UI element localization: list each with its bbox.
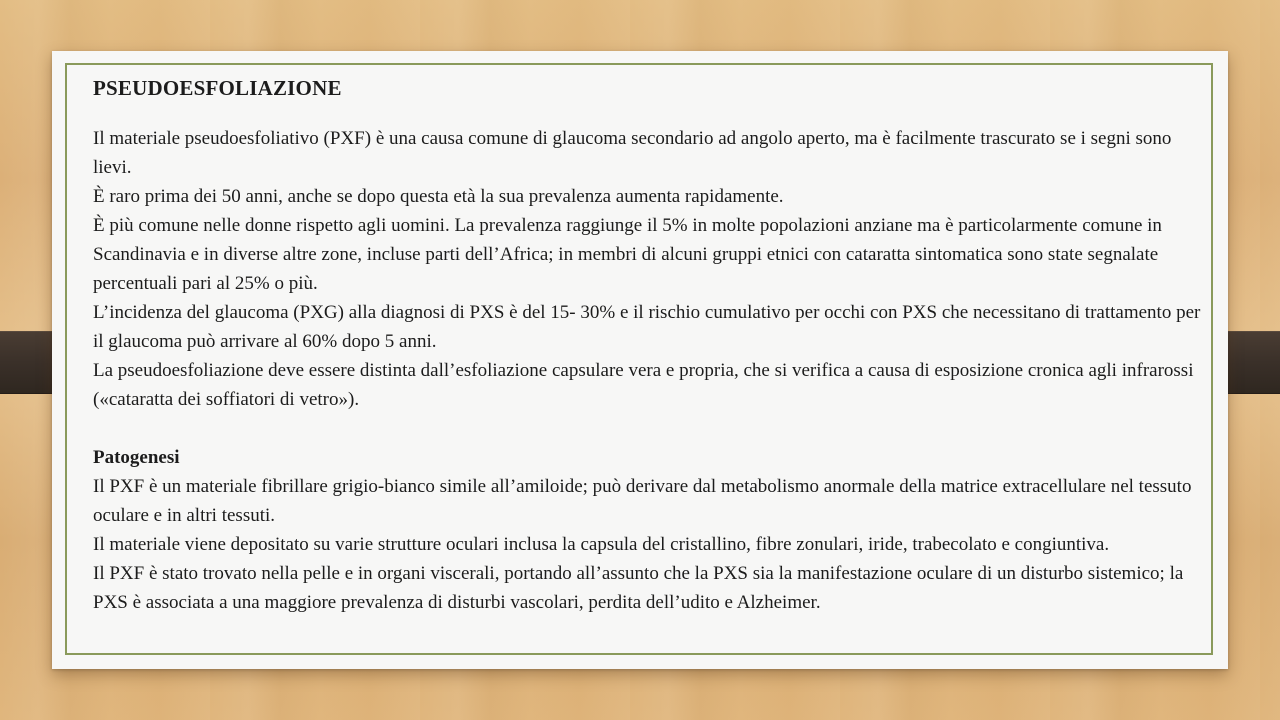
section-paragraph: Il materiale viene depositato su varie strutture oculari inclusa la capsula del cristallino, fibre zonulari, iride, trabecolato e congiuntiva.: [93, 534, 1110, 555]
slide-title: PSEUDOESFOLIAZIONE: [93, 76, 342, 100]
section-title-patogenesi: Patogenesi: [93, 447, 180, 468]
section-paragraph: Il PXF è un materiale fibrillare grigio-bianco simile all’amiloide; può derivare dal metabolismo anormale della matrice extracellulare nel tessuto oculare e in altri tessuti.: [93, 476, 1192, 526]
intro-paragraph: È più comune nelle donne rispetto agli uomini. La prevalenza raggiunge il 5% in molte popolazioni anziane ma è particolarmente comune in Scandinavia e in diverse altre zone, incluse parti dell’Africa; in membri di alcuni gruppi etnici con cataratta sintomatica sono state segnalate percentuali pari al 25% o più.: [93, 215, 1162, 294]
slide-content: [93, 72, 1208, 617]
intro-paragraph: Il materiale pseudoesfoliativo (PXF) è una causa comune di glaucoma secondario ad angolo aperto, ma è facilmente trascurato se i segni sono lievi.: [93, 128, 1172, 178]
section-paragraph: Il PXF è stato trovato nella pelle e in organi viscerali, portando all’assunto che la PXS sia la manifestazione oculare di un disturbo sistemico; la PXS è associata a una maggiore prevalenza di disturbi vascolari, perdita dell’udito e Alzheimer.: [93, 563, 1184, 613]
intro-paragraph: È raro prima dei 50 anni, anche se dopo questa età la sua prevalenza aumenta rapidamente.: [93, 186, 784, 207]
intro-paragraph: L’incidenza del glaucoma (PXG) alla diagnosi di PXS è del 15- 30% e il rischio cumulativo per occhi con PXS che necessitano di trattamento per il glaucoma può arrivare al 60% dopo 5 anni.: [93, 302, 1201, 352]
intro-paragraph: La pseudoesfoliazione deve essere distinta dall’esfoliazione capsulare vera e propria, che si verifica a causa di esposizione cronica agli infrarossi («cataratta dei soffiatori di vetro»).: [93, 360, 1194, 410]
